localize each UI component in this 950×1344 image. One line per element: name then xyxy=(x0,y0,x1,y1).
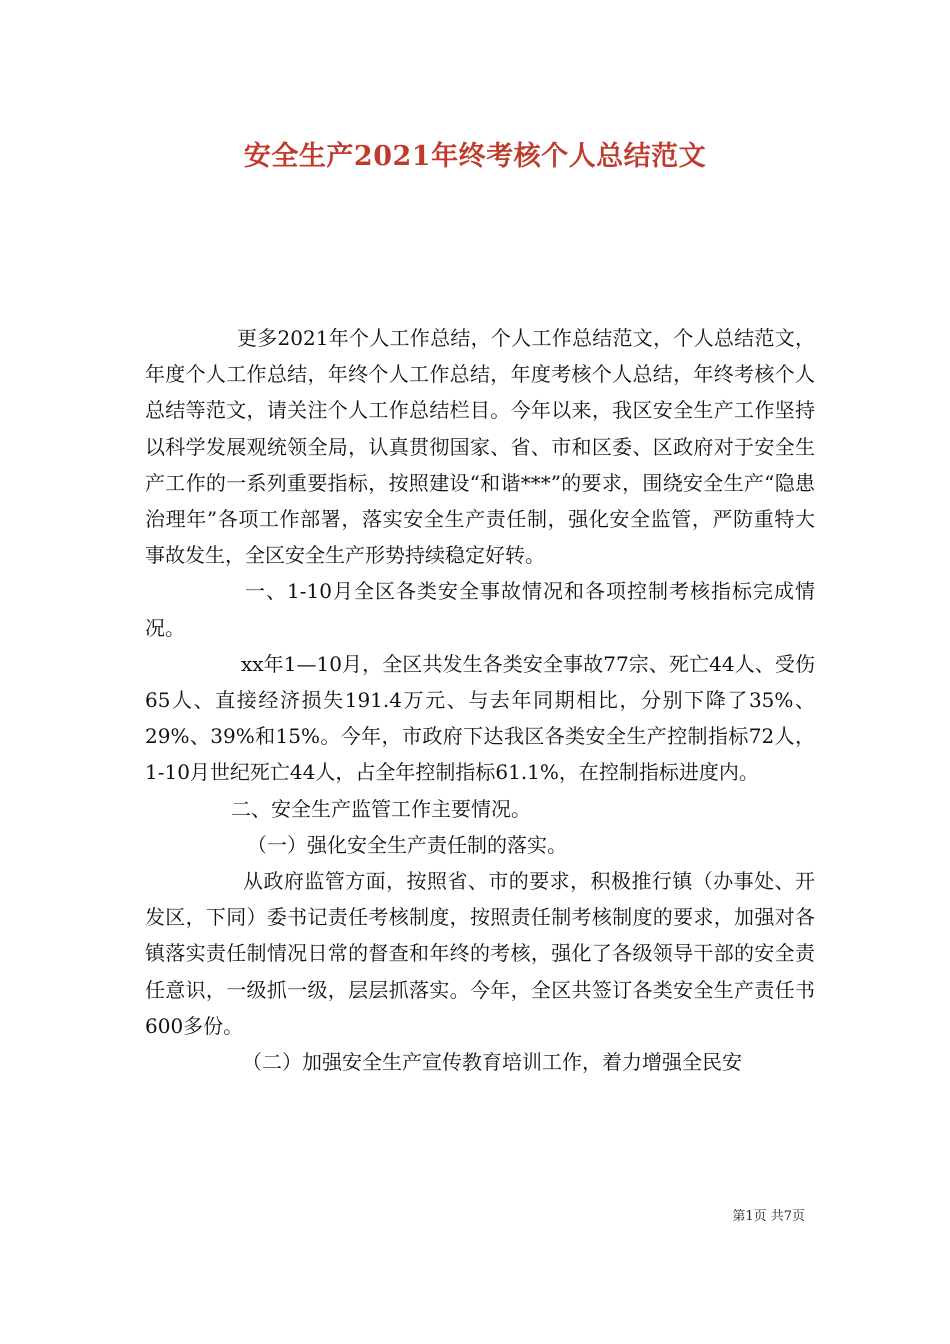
paragraph-section-1-heading: 一、1-10月全区各类安全事故情况和各项控制考核指标完成情况。 xyxy=(145,579,815,640)
paragraph-accident-stats: xx年1—10月，全区共发生各类安全事故77宗、死亡44人、受伤65人、直接经济损失191.4万元、与去年同期相比，分别下降了35%、29%、39%和15%。今年，市政府下达我区各类安全生产控制指标72人，1-10月世纪死亡44人，占全年控制指标61.1%，在控制指标进度内。 xyxy=(145,651,815,785)
page-number-footer: 第1页 共7页 xyxy=(732,1209,805,1224)
paragraph-subsection-2-heading: （二）加强安全生产宣传教育培训工作，着力增强全民安 xyxy=(242,1050,742,1075)
paragraph-responsibility: 从政府监管方面，按照省、市的要求，积极推行镇（办事处、开发区，下同）委书记责任考核制度，按照责任制考核制度的要求，加强对各镇落实责任制情况日常的督查和年终的考核，强化了各级领导干部的安全责任意识，一级抓一级，层层抓落实。今年，全区共签订各类安全生产责任书600多份。 xyxy=(145,869,815,1038)
paragraph-section-2-heading: 二、安全生产监管工作主要情况。 xyxy=(231,796,531,821)
document-title: 安全生产2021年终考核个人总结范文 xyxy=(243,141,707,172)
paragraph-intro: 更多2021年个人工作总结，个人工作总结范文，个人总结范文，年度个人工作总结，年终个人工作总结，年度考核个人总结，年终考核个人总结等范文，请关注个人工作总结栏目。今年以来，我区安全生产工作坚持以科学发展观统领全局，认真贯彻国家、省、市和区委、区政府对于安全生产工作的一系列重要指标，按照建设“和谐***”的要求，围绕安全生产“隐患治理年”各项工作部署，落实安全生产责任制，强化安全监管，严防重特大事故发生，全区安全生产形势持续稳定好转。 xyxy=(145,326,815,568)
paragraph-subsection-1-heading: （一）强化安全生产责任制的落实。 xyxy=(247,832,567,857)
document-body xyxy=(145,320,815,1080)
